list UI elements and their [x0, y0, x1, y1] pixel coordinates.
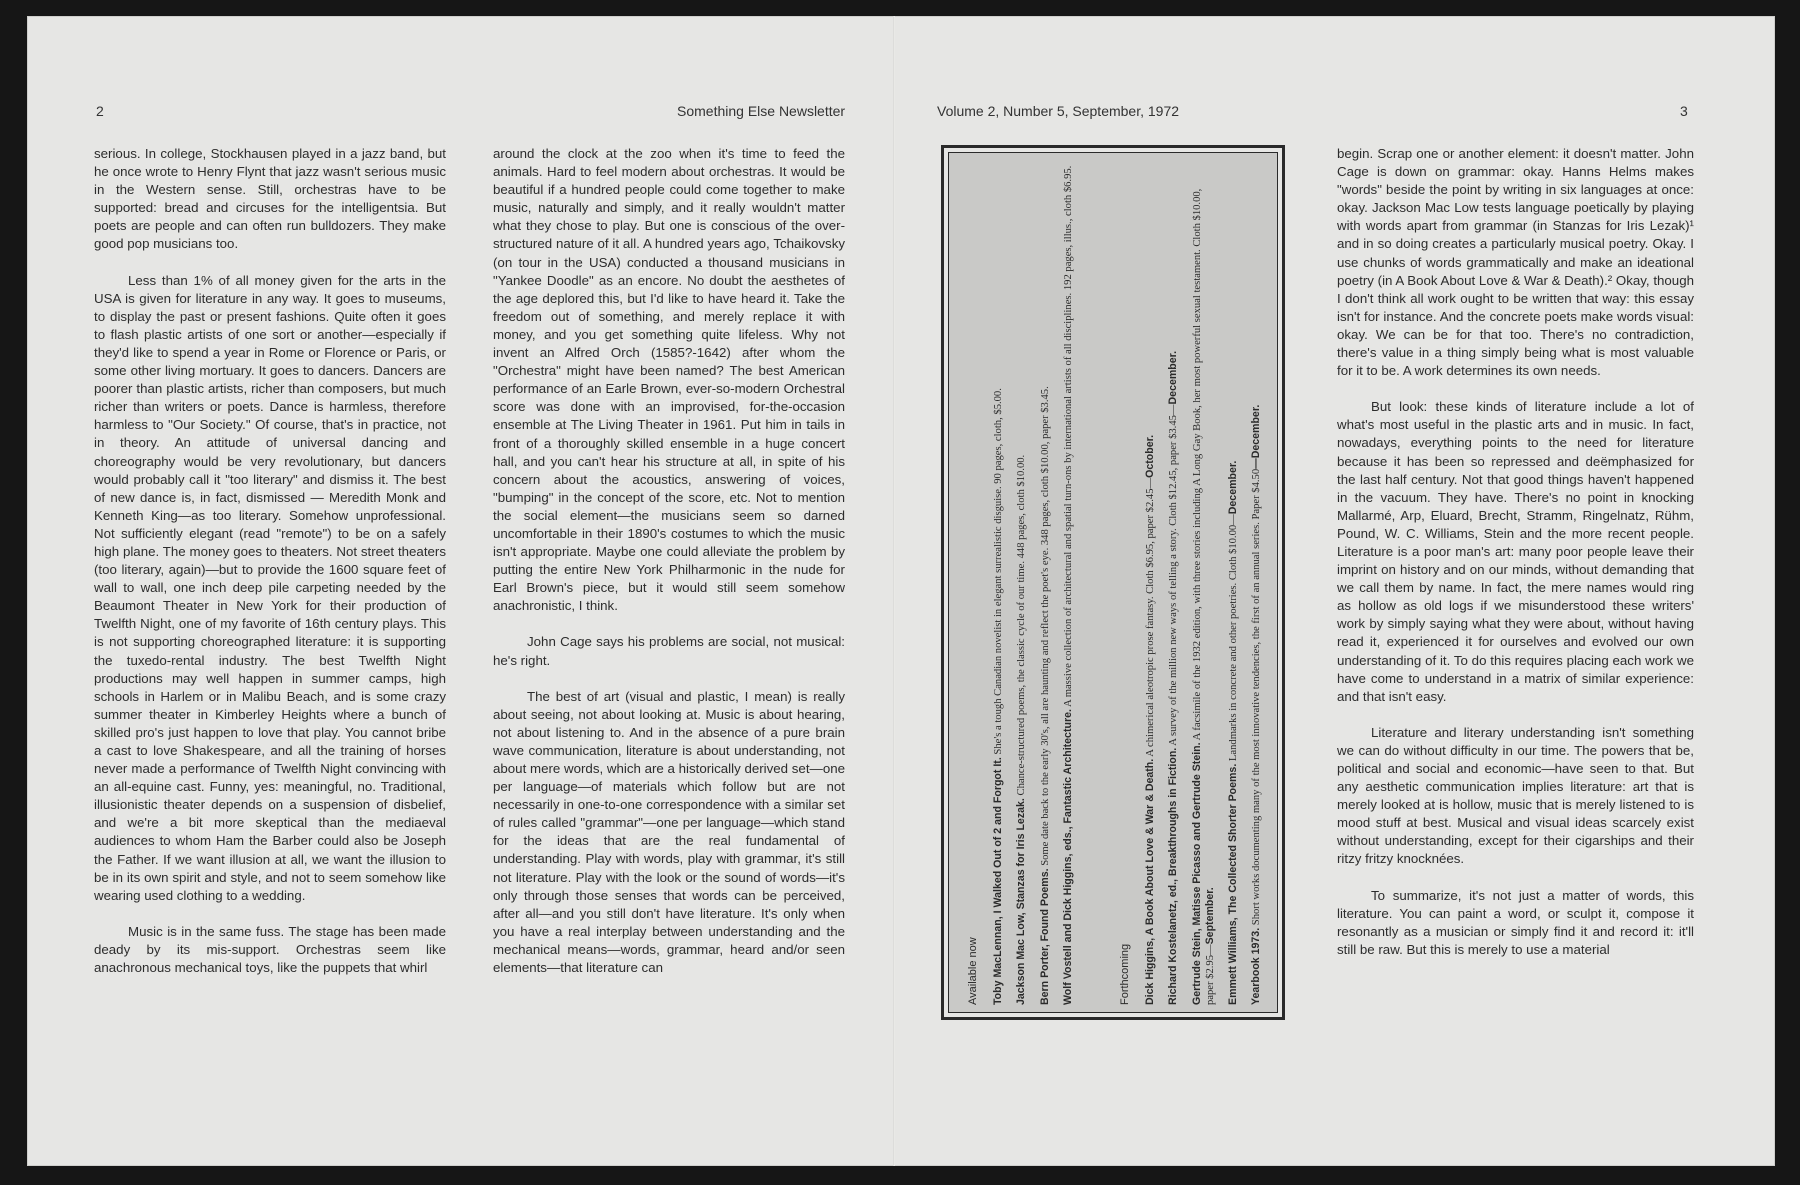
- paragraph: serious. In college, Stockhausen played in a jazz band, but he once wrote to Henry Flynt that jazz wasn't serious music in the Western sense. Still, orchestras have to be supported: bread and circuses for the intelligentsia. But poets are people and can often run bulldozers. They make good pop musicians too.: [94, 146, 446, 252]
- paragraph: begin. Scrap one or another element: it doesn't matter. John Cage is down on grammar: okay. Hanns Helms makes "words" beside the point by writing in six languages at once: okay. Jackson Mac Low tests language poetically by playing with words apart from grammar (in Stanzas for Iris Lezak)¹ and in so doing creates a particularly musical poetry. Okay. I use chunks of words grammatically and make an ideational poetry (in A Book About Love & War & Death).² Okay, though I don't think all work ought to be written that way: this essay isn't for instance. And the concrete poets make words visual: okay. We can be for that too. There's no contradiction, there's value in a thing simply being what is most valuable for it to be. A work determines its own needs.: [1337, 146, 1694, 379]
- column-3: [1337, 145, 1694, 977]
- book-title: Yearbook 1973.: [1250, 927, 1263, 1005]
- book-title: Wolf Vostell and Dick Higgins, eds., Fantastic Architecture.: [1061, 709, 1074, 1005]
- release-month: —December.: [1250, 404, 1263, 469]
- release-month: December.: [1167, 350, 1180, 405]
- book-listing: [1167, 165, 1180, 1005]
- paragraph: Less than 1% of all money given for the arts in the USA is given for literature in any way. It goes to museums, to display the past or present fashions. Quite often it goes to flash plastic artists of one sort or another—especially if they'd like to spend a year in Rome or Florence or Paris, or some other living mortuary. It goes to dancers. Dancers are poorer than plastic artists, richer than composers, but much richer than writers or poets. Dance is harmless, therefore harmless to "Our Society." Of course, that's in practice, not in theory. An attitude of universal dancing and choreography would be very revolutionary, but dancers would probably call it "too literary" and dismiss it. The best of new dance is, in fact, dismissed — Meredith Monk and Kenneth King—as too literary. Somehow unprofessional. Not sufficiently elegant (read "remote") to be on a safely high plane. The money goes to theaters. Not street theaters (too literary, again)—but to provide the 1600 square feet of wall to wall, one inch deep pile carpeting needed by the Beaumont Theater in New York for their production of Twelfth Night, one of my favorite of 16th century plays. This is not supporting choreographed literature: it is supporting the tuxedo-rental industry. The best Twelfth Night productions may well happen in summer camps, high schools in Harlem or in Malibu Beach, and is some crazy summer theater in Kimberley Heights where a bunch of skilled pro's just happen to love that play. You cannot bribe a cast to love Shakespeare, and all the training of horses never made a performance of Twelfth Night convincing with an all-equine cast. Funny, yes: meaningful, no. Traditional, illusionistic theater depends on a suspension of disbelief, and we're a bit more skeptical than the mediaeval audiences to whom Ham the Barber could also be Joseph the Father. If we want illusion at all, we want the illusion to be in its own spirit and style, and not to seem somehow like wearing used clothing to a wedding.: [94, 272, 446, 903]
- paragraph: The best of art (visual and plastic, I mean) is really about seeing, not about looking at. Music is about hearing, not about listening to. And in the absence of a pure brain wave communication, literature is about understanding, not about mere words, which are a historically derived set—one per language—of materials which follow but are not necessarily in one-to-one correspondence with a similar set of rules called "grammar"—one per language—which stand for the ideas that are the real fundamental of understanding. Play with words, play with grammar, it's still not literature. Play with the look or the sound of words—it's only through those senses that words can be perceived, after all—and you still don't have literature. It's only when you have a real interplay between understanding and the mechanical means—words, grammar, heard and/or seen elements—that literature can: [493, 688, 845, 976]
- book-title: Bern Porter, Found Poems.: [1038, 868, 1051, 1005]
- book-title: Dick Higgins, A Book About Love & War & Death.: [1144, 758, 1157, 1005]
- forthcoming-heading: Forthcoming: [1119, 943, 1131, 1005]
- newsletter-title: Something Else Newsletter: [677, 103, 846, 119]
- release-month: December.: [1227, 460, 1240, 515]
- column-1: [94, 145, 446, 995]
- release-month: September.: [1203, 887, 1216, 945]
- book-title: Gertrude Stein, Matisse Picasso and Gertrude Stein.: [1190, 742, 1203, 1005]
- center-fold: [893, 16, 895, 1166]
- book-listing: [1250, 165, 1263, 1005]
- forthcoming-block: [1119, 165, 1273, 1005]
- book-listing: [992, 165, 1005, 1005]
- advertisement-panel: [948, 152, 1278, 1013]
- volume-info: Volume 2, Number 5, September, 1972: [937, 103, 1180, 119]
- release-month: October.: [1144, 434, 1157, 478]
- paragraph: But look: these kinds of literature include a lot of what's most useful in the plastic arts and in music. In fact, nowadays, everything points to the need for literature because it has been so repressed and deëmphasized for the last half century. Not that good things haven't happened in the vacuum. They have. There's no point in knocking Mallarmé, Arp, Eluard, Brecht, Stramm, Ringelnatz, Rühm, Pound, W. C. Williams, Stein and the more recent people. Literature is a poor man's art: many poor people leave their imprint on history and on our minds, without demanding that we call them by name. In fact, the mere names would ring as hollow as old logs if we misunderstood these writers' work by simply saying what they were about, without having read it, experienced it for ourselves and evolved our own understanding of it. To do this requires placing each work we have come to understand in a matrix of similar experience: and that isn't easy.: [1337, 399, 1694, 704]
- book-description: Chance-structured poems, the classic cycle of our time. 448 pages, cloth $10.00.: [1016, 454, 1028, 796]
- column-2: [493, 145, 845, 995]
- book-description: A massive collection of architectural and spatial turn-ons by international artists of all disciplines. 192 pages, illus., cloth $6.95.: [1062, 165, 1074, 708]
- book-title: Emmett Williams, The Collected Shorter Poems.: [1227, 763, 1240, 1005]
- paragraph: Music is in the same fuss. The stage has been made deady by its mis-support. Orchestras seem like anachronous mechanical toys, like the puppets that whirl: [94, 923, 446, 976]
- book-title: Jackson Mac Low, Stanzas for Iris Lezak.: [1015, 798, 1028, 1005]
- book-description: Short works documenting many of the most innovative tendencies, the first of an annual series. Paper $4.50: [1251, 468, 1263, 926]
- available-block: [967, 165, 1085, 1005]
- right-page-number: 3: [1680, 103, 1688, 119]
- book-description: A survey of the million new ways of telling a story. Cloth $12.45, paper $3.45—: [1168, 404, 1180, 746]
- book-listing: [1191, 165, 1217, 1005]
- book-listing: [1039, 165, 1052, 1005]
- book-listing: [1015, 165, 1028, 1005]
- book-description: Some date back to the early 30's, all are haunting and reflect the poet's eye. 348 pages, cloth $10.00, paper $3.45.: [1039, 386, 1051, 866]
- book-description: Landmarks in concrete and other poetries. Cloth $10.00—: [1228, 514, 1240, 762]
- paragraph: around the clock at the zoo when it's time to feed the animals. Hard to feel modern about orchestras. It would be beautiful if a hundred people could come together to make music, naturally and simply, and it really wouldn't matter what they chose to play. But one is conscious of the over-structured nature of it all. A hundred years ago, Tchaikovsky (on tour in the USA) conducted a thousand musicians in "Yankee Doodle" as an encore. No doubt the aesthetes of the age deplored this, but I'd like to have heard it. Take the freedom out of something, and merely replace it with money, and you get something quite lifeless. Why not invent an Alfred Orch (1585?-1642) after whom the "Orchestra" might have been named? The best American performance of an Earle Brown, ever-so-modern Orchestral score was done with an improvised, for-the-occasion ensemble at The Living Theater in 1961. Put him in tails in front of a thoroughly skilled ensemble in a huge concert hall, and you can't hear his structure at all, in spite of his concern about the acoustics, answering of voices, "bumping" in the concept of the score, etc. Not to mention the social element—the musicians seem so darned uncomfortable in their 1890's costumes to which the music isn't appropriate. Maybe one could alleviate the problem by putting the entire New York Philharmonic in the nude for Earl Brown's piece, but it would still seem somehow anachronistic, I think.: [493, 146, 845, 614]
- available-heading: Available now: [967, 937, 979, 1005]
- book-listing: [1062, 165, 1075, 1005]
- book-title: Richard Kostelanetz, ed., Breakthroughs in Fiction.: [1167, 747, 1180, 1005]
- book-title: Toby MacLennan, I Walked Out of 2 and Forgot It.: [992, 757, 1005, 1005]
- book-description: A facsimile of the 1932 edition, with three stories including A Long Gay Book, her most powerful sexual testament. Cloth $10.00, paper $2.95—: [1191, 188, 1216, 1005]
- left-page-number: 2: [96, 103, 104, 119]
- book-description: A chimerical aleotropic prose fantasy. Cloth $6.95, paper $2.45—: [1145, 477, 1157, 757]
- book-listing: [1227, 165, 1240, 1005]
- paragraph: To summarize, it's not just a matter of words, this literature. You can paint a word, or sculpt it, compose it resonantly as a musician or simply find it and record it: it'll still be raw. But this is merely to use a material: [1337, 887, 1694, 957]
- paragraph: John Cage says his problems are social, not musical: he's right.: [493, 634, 845, 668]
- book-advertisement: [941, 145, 1285, 1020]
- book-description: She's a tough Canadian novelist in elegant surrealistic disguise. 90 pages, cloth, $5.00.: [993, 388, 1005, 755]
- paragraph: Literature and literary understanding isn't something we can do without difficulty in our time. The powers that be, political and social and economic—have seen to that. But any aesthetic communication implies literature: art that is merely looked at is hollow, music that is merely listened to is mood stuff at best. Musical and visual ideas scarcely exist without understanding, except for their cigarships and their ritzy fritzy knocknées.: [1337, 724, 1694, 867]
- book-listing: [1144, 165, 1157, 1005]
